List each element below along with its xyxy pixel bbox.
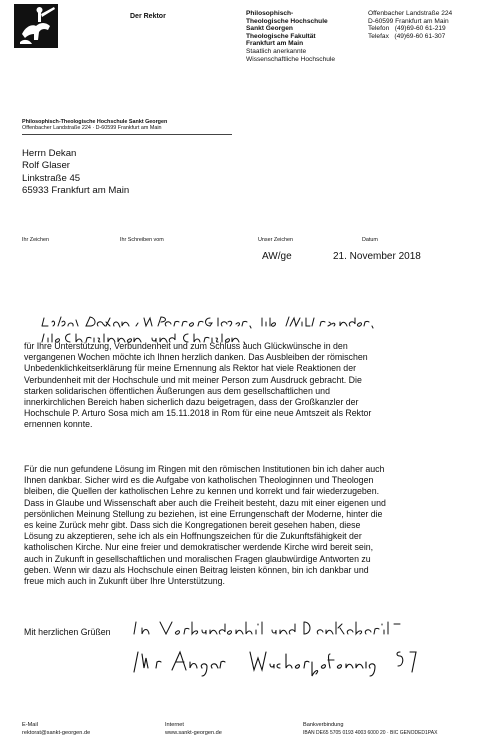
rector-label: Der Rektor <box>130 13 166 20</box>
recipient-salutation: Herrn Dekan <box>22 148 77 159</box>
body-line: starken solidarischen öffentlichen Äußerungen aus dem gesellschaftlichen und <box>24 385 330 396</box>
st-george-logo <box>14 4 58 48</box>
date-label: Datum <box>362 237 378 243</box>
recipient-city: 65933 Frankfurt am Main <box>22 184 130 196</box>
address-street: Offenbacher Landstraße 224 <box>368 10 453 17</box>
body-line: Dass in Glaube und Wissenschaft aber auch die Freiheit besteht, dazu mit einer eigenen und <box>24 497 386 508</box>
contact-address-block <box>368 10 486 40</box>
recipient-address <box>22 148 129 197</box>
body-paragraph-1 <box>24 341 472 431</box>
body-line: Verbundenheit mit der Hochschule und mit meiner Person zum Ausdruck gebracht. Die <box>24 374 362 385</box>
body-line: vergangenen Wochen möchte ich Ihnen herzlich danken. Das Ausbleiben der römischen <box>24 352 368 363</box>
body-line: Lösung zu akzeptieren, sehe ich als ein Hoffnungszeichen für die Zukunftsfähigkeit der <box>24 531 362 542</box>
body-line: Für die nun gefundene Lösung im Ringen mit den römischen Institutionen bin ich daher auch <box>24 464 385 474</box>
recipient-street: Linkstraße 45 <box>22 172 81 184</box>
email-label: E-Mail <box>22 722 38 728</box>
sender-line <box>22 119 167 131</box>
date-value: 21. November 2018 <box>333 251 421 262</box>
institution-line: Frankfurt am Main <box>246 40 304 48</box>
sender-name: Philosophisch-Theologische Hochschule Sankt Georgen <box>22 119 168 125</box>
body-line: innerkirchlichen Bereich haben sicherlich dazu beigetragen, dass der Großkanzler der <box>24 397 359 408</box>
institution-line: Theologische Fakultät <box>246 32 316 40</box>
recipient-name: Rolf Glaser <box>22 160 70 172</box>
sender-address: Offenbacher Landstraße 224 · D-60599 Frankfurt am Main <box>22 125 162 131</box>
sender-divider <box>22 134 232 135</box>
institution-line: Theologische Hochschule <box>246 17 328 25</box>
body-line: Hochschule P. Arturo Sosa mich am 15.11.2018 in Rom für eine neue Amtszeit als Rektor <box>24 408 372 419</box>
body-paragraph-2 <box>24 464 472 587</box>
body-line: Unbedenklichkeitserklärung für meine Ernennung als Rektor hat viele Reaktionen der <box>24 363 357 374</box>
internet-label: Internet <box>165 722 184 728</box>
institution-line: Wissenschaftliche Hochschule <box>246 55 336 63</box>
institution-line: Philosophisch- <box>246 10 294 17</box>
body-line: geben. Wenn wir dazu als Hochschule einen Beitrag leisten können, bin ich dankbar und <box>24 564 369 575</box>
address-city: D-60599 Frankfurt am Main <box>368 17 449 25</box>
body-line: katholischen Kirche. Nur eine freier und demokratischer werdende Kirche wird bereit sein, <box>24 542 374 553</box>
handwritten-signature <box>132 648 432 678</box>
bank-details: IBAN DE65 5705 0193 4003 6000 20 · BIC GENODED1PAX <box>303 730 438 736</box>
closing-greeting: Mit herzlichen Grüßen <box>24 627 111 637</box>
institution-line: Sankt Georgen <box>246 25 293 33</box>
institution-block <box>246 10 366 63</box>
your-sign-label: Ihr Zeichen <box>22 237 49 243</box>
fax-number: Telefax (49)69-60 61-307 <box>368 32 446 40</box>
phone-number: Telefon (49)69-60 61-219 <box>368 25 446 33</box>
bank-label: Bankverbindung <box>303 722 344 728</box>
our-sign-value: AW/ge <box>262 251 292 262</box>
body-line: auch in Zukunft in gesellschaftlichen und moralischen Fragen glaubwürdige Antworten zu <box>24 553 371 564</box>
your-letter-label: Ihr Schreiben vom <box>120 237 164 243</box>
website-link[interactable]: www.sankt-georgen.de <box>165 730 222 736</box>
body-line: Ihnen dankbar. Sicher wird es die Aufgabe von katholischen Theologinnen und Theologen <box>24 475 374 486</box>
body-line: es keine Zurück mehr gibt. Dass sich die Kongregationen bereit gesehen haben, diese <box>24 520 361 531</box>
email-link[interactable]: rektorat@sankt-georgen.de <box>22 730 91 736</box>
body-line: freue mich auch in Zukunft über Ihre Unterstützung. <box>24 576 225 587</box>
body-line: persönlichen Meinung Stellung zu beziehen, ist eine Errungenschaft der Moderne, hinter die <box>24 508 383 519</box>
institution-line: Staatlich anerkannte <box>246 47 307 55</box>
our-sign-label: Unser Zeichen <box>258 237 294 243</box>
body-line: ernennen konnte. <box>24 419 93 430</box>
handwritten-closing <box>132 618 432 640</box>
body-line: bleiben, die Quellen der katholischen Lehre zu kennen und korrekt und fair wiederzugeben. <box>24 486 380 497</box>
body-line: für Ihre Unterstützung, Verbundenheit und zum Schluss auch Glückwünsche in den <box>24 341 348 351</box>
